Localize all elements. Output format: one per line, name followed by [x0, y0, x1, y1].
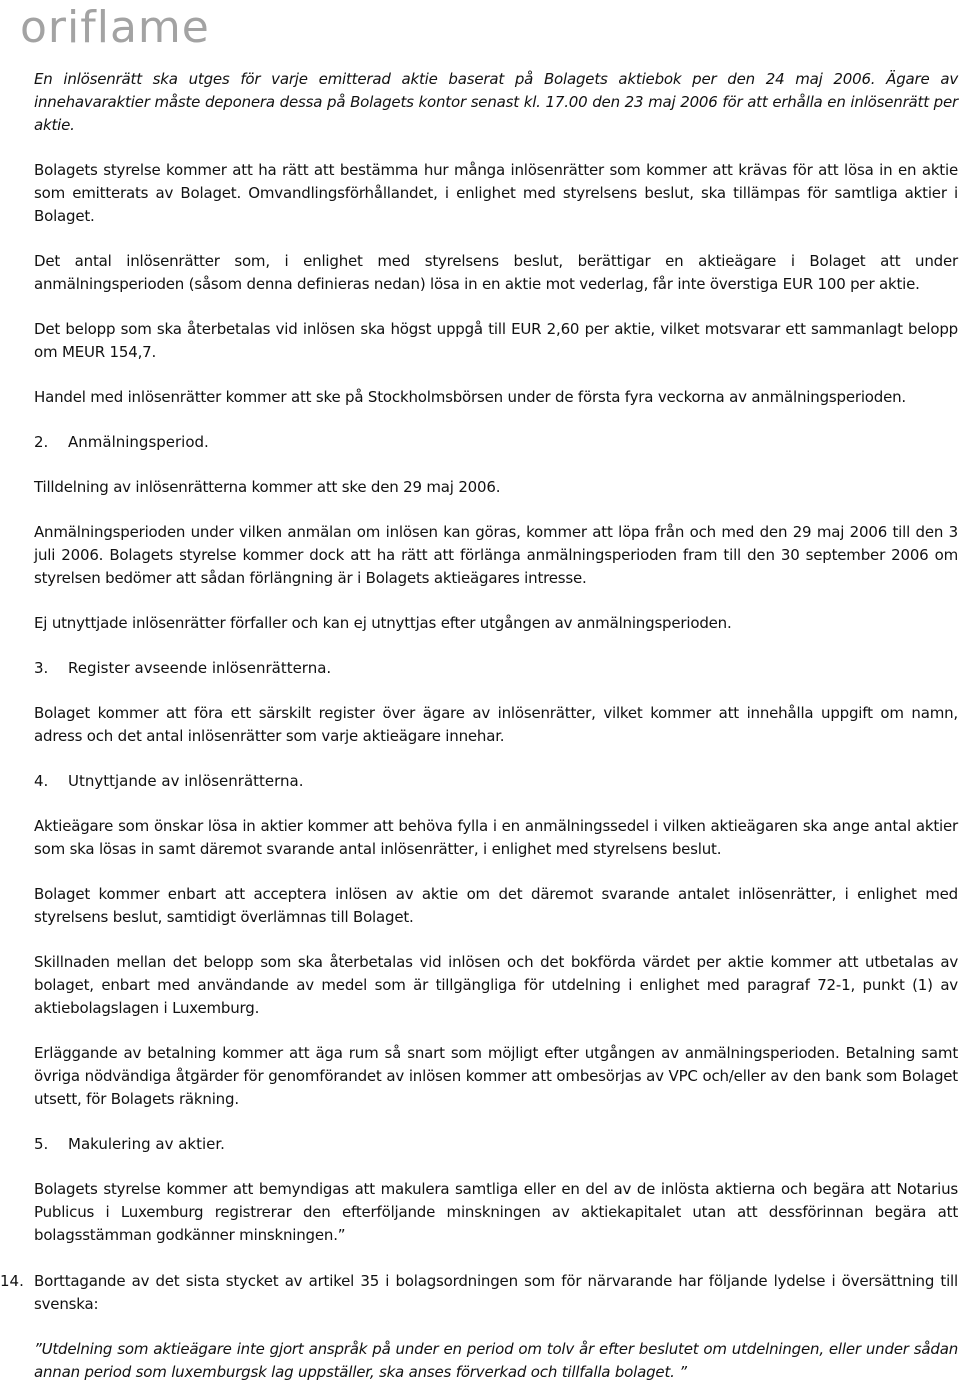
section-3-title: Register avseende inlösenrätterna. [68, 659, 332, 677]
oriflame-logo: oriflame [20, 2, 210, 53]
section-2-number: 2. [34, 433, 49, 451]
section-5-paragraph: Bolagets styrelse kommer att bemyndigas att makulera samtliga eller en del av de inlösta aktierna och begära att Notarius Publicus i Luxemburg registrerar den efterföljande minskningen av aktiekapitalet utan att dessförinnan begära att bolagsstämman godkänner minskningen.” [34, 1180, 958, 1244]
section-3-paragraph: Bolaget kommer att föra ett särskilt register över ägare av inlösenrätter, vilket kommer att innehålla uppgift om namn, adress och det antal inlösenrätter som varje aktieägare innehar. [34, 704, 958, 745]
section-3-number: 3. [34, 659, 49, 677]
paragraph-3: Det antal inlösenrätter som, i enlighet med styrelsens beslut, berättigar en aktieägare i Bolaget att under anmälningsperioden (såsom denna definieras nedan) lösa in en aktie mot vederlag, får inte överstiga EUR 100 per aktie. [34, 252, 958, 293]
item-14 [0, 1270, 958, 1384]
paragraph-1: En inlösenrätt ska utges för varje emitterad aktie baserat på Bolagets aktiebok per den 24 maj 2006. Ägare av innehavaraktier måste deponera dessa på Bolagets kontor senast kl. 17.00 den 23 maj 2006 för att erhålla en inlösenrätt per aktie. [34, 70, 958, 134]
item-14-text: Borttagande av det sista stycket av artikel 35 i bolagsordningen som för närvarande har följande lydelse i översättning till svenska: [34, 1272, 958, 1313]
paragraph-2: Bolagets styrelse kommer att ha rätt att bestämma hur många inlösenrätter som kommer att krävas för att lösa in en aktie som emitterats av Bolaget. Omvandlingsförhållandet, i enlighet med styrelsens beslut, ska tillämpas för samtliga aktier i Bolaget. [34, 161, 958, 225]
section-5-heading [34, 1133, 958, 1156]
section-4-paragraph: Bolaget kommer enbart att acceptera inlösen av aktie om det däremot svarande antalet inlösenrätter, i enlighet med styrelsens beslut, samtidigt överlämnas till Bolaget. [34, 885, 958, 926]
document-body [34, 68, 958, 1247]
section-4-title: Utnyttjande av inlösenrätterna. [68, 772, 304, 790]
section-4-paragraph: Erläggande av betalning kommer att äga rum så snart som möjligt efter utgången av anmälningsperioden. Betalning samt övriga nödvändiga åtgärder för genomförandet av inlösen kommer att ombesörjas av VPC och/eller av den bank som Bolaget utsett, för Bolagets räkning. [34, 1044, 958, 1108]
section-4-heading [34, 770, 958, 793]
section-2-paragraph: Anmälningsperioden under vilken anmälan om inlösen kan göras, kommer att löpa från och med den 29 maj 2006 till den 3 juli 2006. Bolagets styrelse kommer dock att ha rätt att förlänga anmälningsperioden fram till den 30 september 2006 om styrelsen bedömer att sådan förlängning är i Bolagets aktieägares intresse. [34, 523, 958, 587]
item-14-body [34, 1270, 958, 1384]
section-5-title: Makulering av aktier. [68, 1135, 225, 1153]
section-2-title: Anmälningsperiod. [68, 433, 209, 451]
item-14-quote: ”Utdelning som aktieägare inte gjort anspråk på under en period om tolv år efter beslutet om utdelningen, eller under sådan annan period som luxemburgsk lag uppställer, ska anses förverkad och tillfalla bolaget. ” [34, 1340, 958, 1381]
item-14-number: 14. [0, 1272, 24, 1290]
section-2-paragraph: Ej utnyttjade inlösenrätter förfaller och kan ej utnyttjas efter utgången av anmälningsperioden. [34, 614, 732, 632]
paragraph-5: Handel med inlösenrätter kommer att ske på Stockholmsbörsen under de första fyra veckorna av anmälningsperioden. [34, 388, 906, 406]
paragraph-4: Det belopp som ska återbetalas vid inlösen ska högst uppgå till EUR 2,60 per aktie, vilket motsvarar ett sammanlagt belopp om MEUR 154,7. [34, 320, 958, 361]
section-3-heading [34, 657, 958, 680]
section-5-number: 5. [34, 1135, 49, 1153]
section-2-paragraph: Tilldelning av inlösenrätterna kommer att ske den 29 maj 2006. [34, 478, 501, 496]
section-4-number: 4. [34, 772, 49, 790]
section-4-paragraph: Aktieägare som önskar lösa in aktier kommer att behöva fylla i en anmälningssedel i vilken aktieägaren ska ange antal aktier som ska lösas in samt däremot svarande antal inlösenrätter, i enlighet med styrelsens beslut. [34, 817, 958, 858]
section-4-paragraph: Skillnaden mellan det belopp som ska återbetalas vid inlösen och det bokförda värdet per aktie kommer att utbetalas av bolaget, enbart med användande av medel som är tillgängliga för utdelning i enlighet med paragraf 72-1, punkt (1) av aktiebolagslagen i Luxemburg. [34, 953, 958, 1017]
section-2-heading [34, 431, 958, 454]
